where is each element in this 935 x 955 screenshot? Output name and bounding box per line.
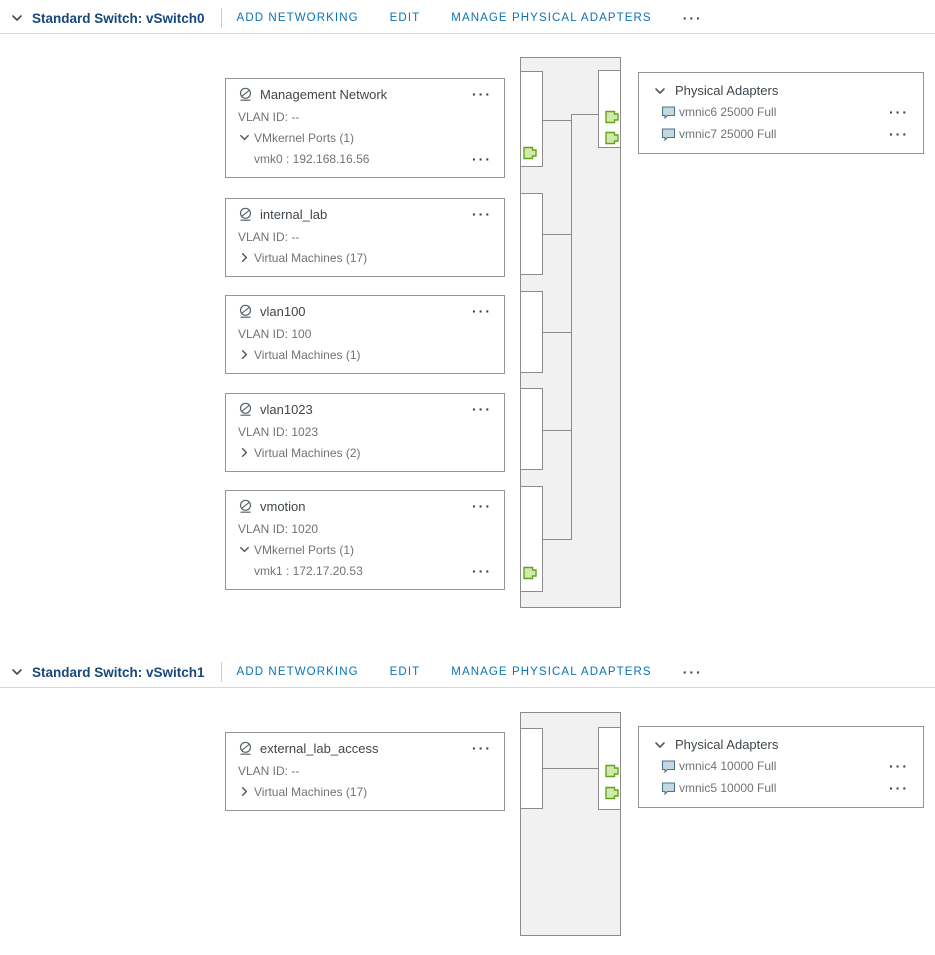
nic-label: vmnic6 25000 Full	[679, 105, 777, 119]
more-actions-menu[interactable]: ···	[682, 664, 703, 680]
connector-line	[543, 430, 571, 431]
portgroup-name: vlan100	[260, 303, 306, 319]
portgroup-icon	[238, 741, 253, 756]
vlan-id-label: VLAN ID: --	[238, 763, 300, 778]
add-networking-button[interactable]: ADD NETWORKING	[236, 12, 359, 24]
adapter-actions-menu[interactable]: ···	[889, 758, 909, 774]
vmkernel-port-row	[238, 148, 492, 169]
chevron-right-icon	[238, 348, 251, 361]
virtual-machines-expander[interactable]: Virtual Machines (17)	[238, 247, 492, 268]
portgroup-stub	[520, 291, 543, 373]
uplink-connector-line	[571, 114, 598, 115]
header-divider	[221, 662, 222, 682]
physical-adapters-card	[638, 726, 924, 808]
edit-button[interactable]: EDIT	[389, 12, 421, 24]
physical-adapter-row	[653, 123, 909, 145]
chevron-down-icon[interactable]	[10, 11, 24, 25]
switch-title: Standard Switch: vSwitch0	[32, 10, 205, 26]
vlan-id-label: VLAN ID: 1020	[238, 521, 319, 536]
connector-line	[543, 234, 571, 235]
portgroup-card-internal-lab	[225, 198, 505, 277]
portgroup-icon	[238, 87, 253, 102]
header-separator	[0, 33, 935, 34]
chevron-right-icon	[238, 251, 251, 264]
portgroup-icon	[238, 402, 253, 417]
vmkernel-port-icon	[523, 146, 538, 160]
vmkernel-port-icon	[523, 566, 538, 580]
nic-icon	[661, 760, 676, 773]
vlan-id-label: VLAN ID: --	[238, 229, 300, 244]
physical-adapters-title: Physical Adapters	[675, 83, 779, 98]
vswitch1-header	[10, 660, 703, 684]
manage-physical-adapters-button[interactable]: MANAGE PHYSICAL ADAPTERS	[451, 12, 652, 24]
adapter-actions-menu[interactable]: ···	[889, 780, 909, 796]
virtual-machines-expander[interactable]: Virtual Machines (1)	[238, 344, 492, 365]
portgroup-stub	[520, 388, 543, 470]
chevron-down-icon	[238, 543, 251, 556]
physical-adapter-row	[653, 101, 909, 123]
nic-icon	[661, 106, 676, 119]
nic-icon	[661, 128, 676, 141]
physical-adapters-card	[638, 72, 924, 154]
portgroup-card-vmotion	[225, 490, 505, 590]
header-divider	[221, 8, 222, 28]
connector-line	[543, 539, 571, 540]
nic-icon	[661, 782, 676, 795]
portgroup-actions-menu[interactable]: ···	[472, 86, 492, 102]
vswitch0-header	[10, 6, 703, 30]
physical-adapters-title: Physical Adapters	[675, 737, 779, 752]
chevron-right-icon	[238, 785, 251, 798]
portgroup-icon	[238, 304, 253, 319]
portgroup-card-vlan100	[225, 295, 505, 374]
portgroup-name: Management Network	[260, 86, 388, 102]
physical-adapter-row	[653, 777, 909, 799]
portgroup-stub	[520, 193, 543, 275]
header-separator	[0, 687, 935, 688]
virtual-machines-expander[interactable]: Virtual Machines (17)	[238, 781, 492, 802]
portgroup-actions-menu[interactable]: ···	[472, 498, 492, 514]
vmkernel-ports-expander[interactable]: VMkernel Ports (1)	[238, 127, 492, 148]
chevron-down-icon[interactable]	[653, 738, 667, 752]
switch-title: Standard Switch: vSwitch1	[32, 664, 205, 680]
portgroup-actions-menu[interactable]: ···	[472, 303, 492, 319]
portgroup-name: internal_lab	[260, 206, 328, 222]
connector-line	[543, 768, 598, 769]
physical-adapter-row	[653, 755, 909, 777]
nic-label: vmnic4 10000 Full	[679, 759, 777, 773]
vlan-id-label: VLAN ID: 1023	[238, 424, 319, 439]
vswitch1-topology-diagram	[520, 712, 621, 936]
portgroup-stub	[520, 728, 543, 809]
portgroup-actions-menu[interactable]: ···	[472, 401, 492, 417]
vlan-id-label: VLAN ID: --	[238, 109, 300, 124]
uplink-port-icon	[605, 786, 620, 800]
chevron-down-icon[interactable]	[653, 84, 667, 98]
nic-label: vmnic7 25000 Full	[679, 127, 777, 141]
chevron-down-icon	[238, 131, 251, 144]
vmkernel-port-label: vmk1 : 172.17.20.53	[254, 563, 363, 578]
portgroup-actions-menu[interactable]: ···	[472, 740, 492, 756]
portgroup-card-management-network	[225, 78, 505, 178]
vswitch0-topology-diagram	[520, 57, 621, 608]
nic-label: vmnic5 10000 Full	[679, 781, 777, 795]
trunk-line	[571, 114, 572, 540]
uplink-port-icon	[605, 764, 620, 778]
port-actions-menu[interactable]: ···	[472, 562, 492, 579]
portgroup-name: vmotion	[260, 498, 306, 514]
manage-physical-adapters-button[interactable]: MANAGE PHYSICAL ADAPTERS	[451, 666, 652, 678]
adapter-actions-menu[interactable]: ···	[889, 126, 909, 142]
vmkernel-ports-expander[interactable]: VMkernel Ports (1)	[238, 539, 492, 560]
uplink-port-icon	[605, 131, 620, 145]
more-actions-menu[interactable]: ···	[682, 10, 703, 26]
uplink-port-icon	[605, 110, 620, 124]
adapter-actions-menu[interactable]: ···	[889, 104, 909, 120]
portgroup-actions-menu[interactable]: ···	[472, 206, 492, 222]
vmkernel-port-row	[238, 560, 492, 581]
portgroup-icon	[238, 207, 253, 222]
connector-line	[543, 120, 571, 121]
portgroup-name: external_lab_access	[260, 740, 379, 756]
virtual-machines-expander[interactable]: Virtual Machines (2)	[238, 442, 492, 463]
port-actions-menu[interactable]: ···	[472, 150, 492, 167]
connector-line	[543, 332, 571, 333]
portgroup-card-vlan1023	[225, 393, 505, 472]
portgroup-icon	[238, 499, 253, 514]
vlan-id-label: VLAN ID: 100	[238, 326, 312, 341]
portgroup-name: vlan1023	[260, 401, 313, 417]
edit-button[interactable]: EDIT	[389, 666, 421, 678]
chevron-down-icon[interactable]	[10, 665, 24, 679]
chevron-right-icon	[238, 446, 251, 459]
add-networking-button[interactable]: ADD NETWORKING	[236, 666, 359, 678]
portgroup-card-external-lab-access	[225, 732, 505, 811]
vmkernel-port-label: vmk0 : 192.168.16.56	[254, 151, 370, 166]
